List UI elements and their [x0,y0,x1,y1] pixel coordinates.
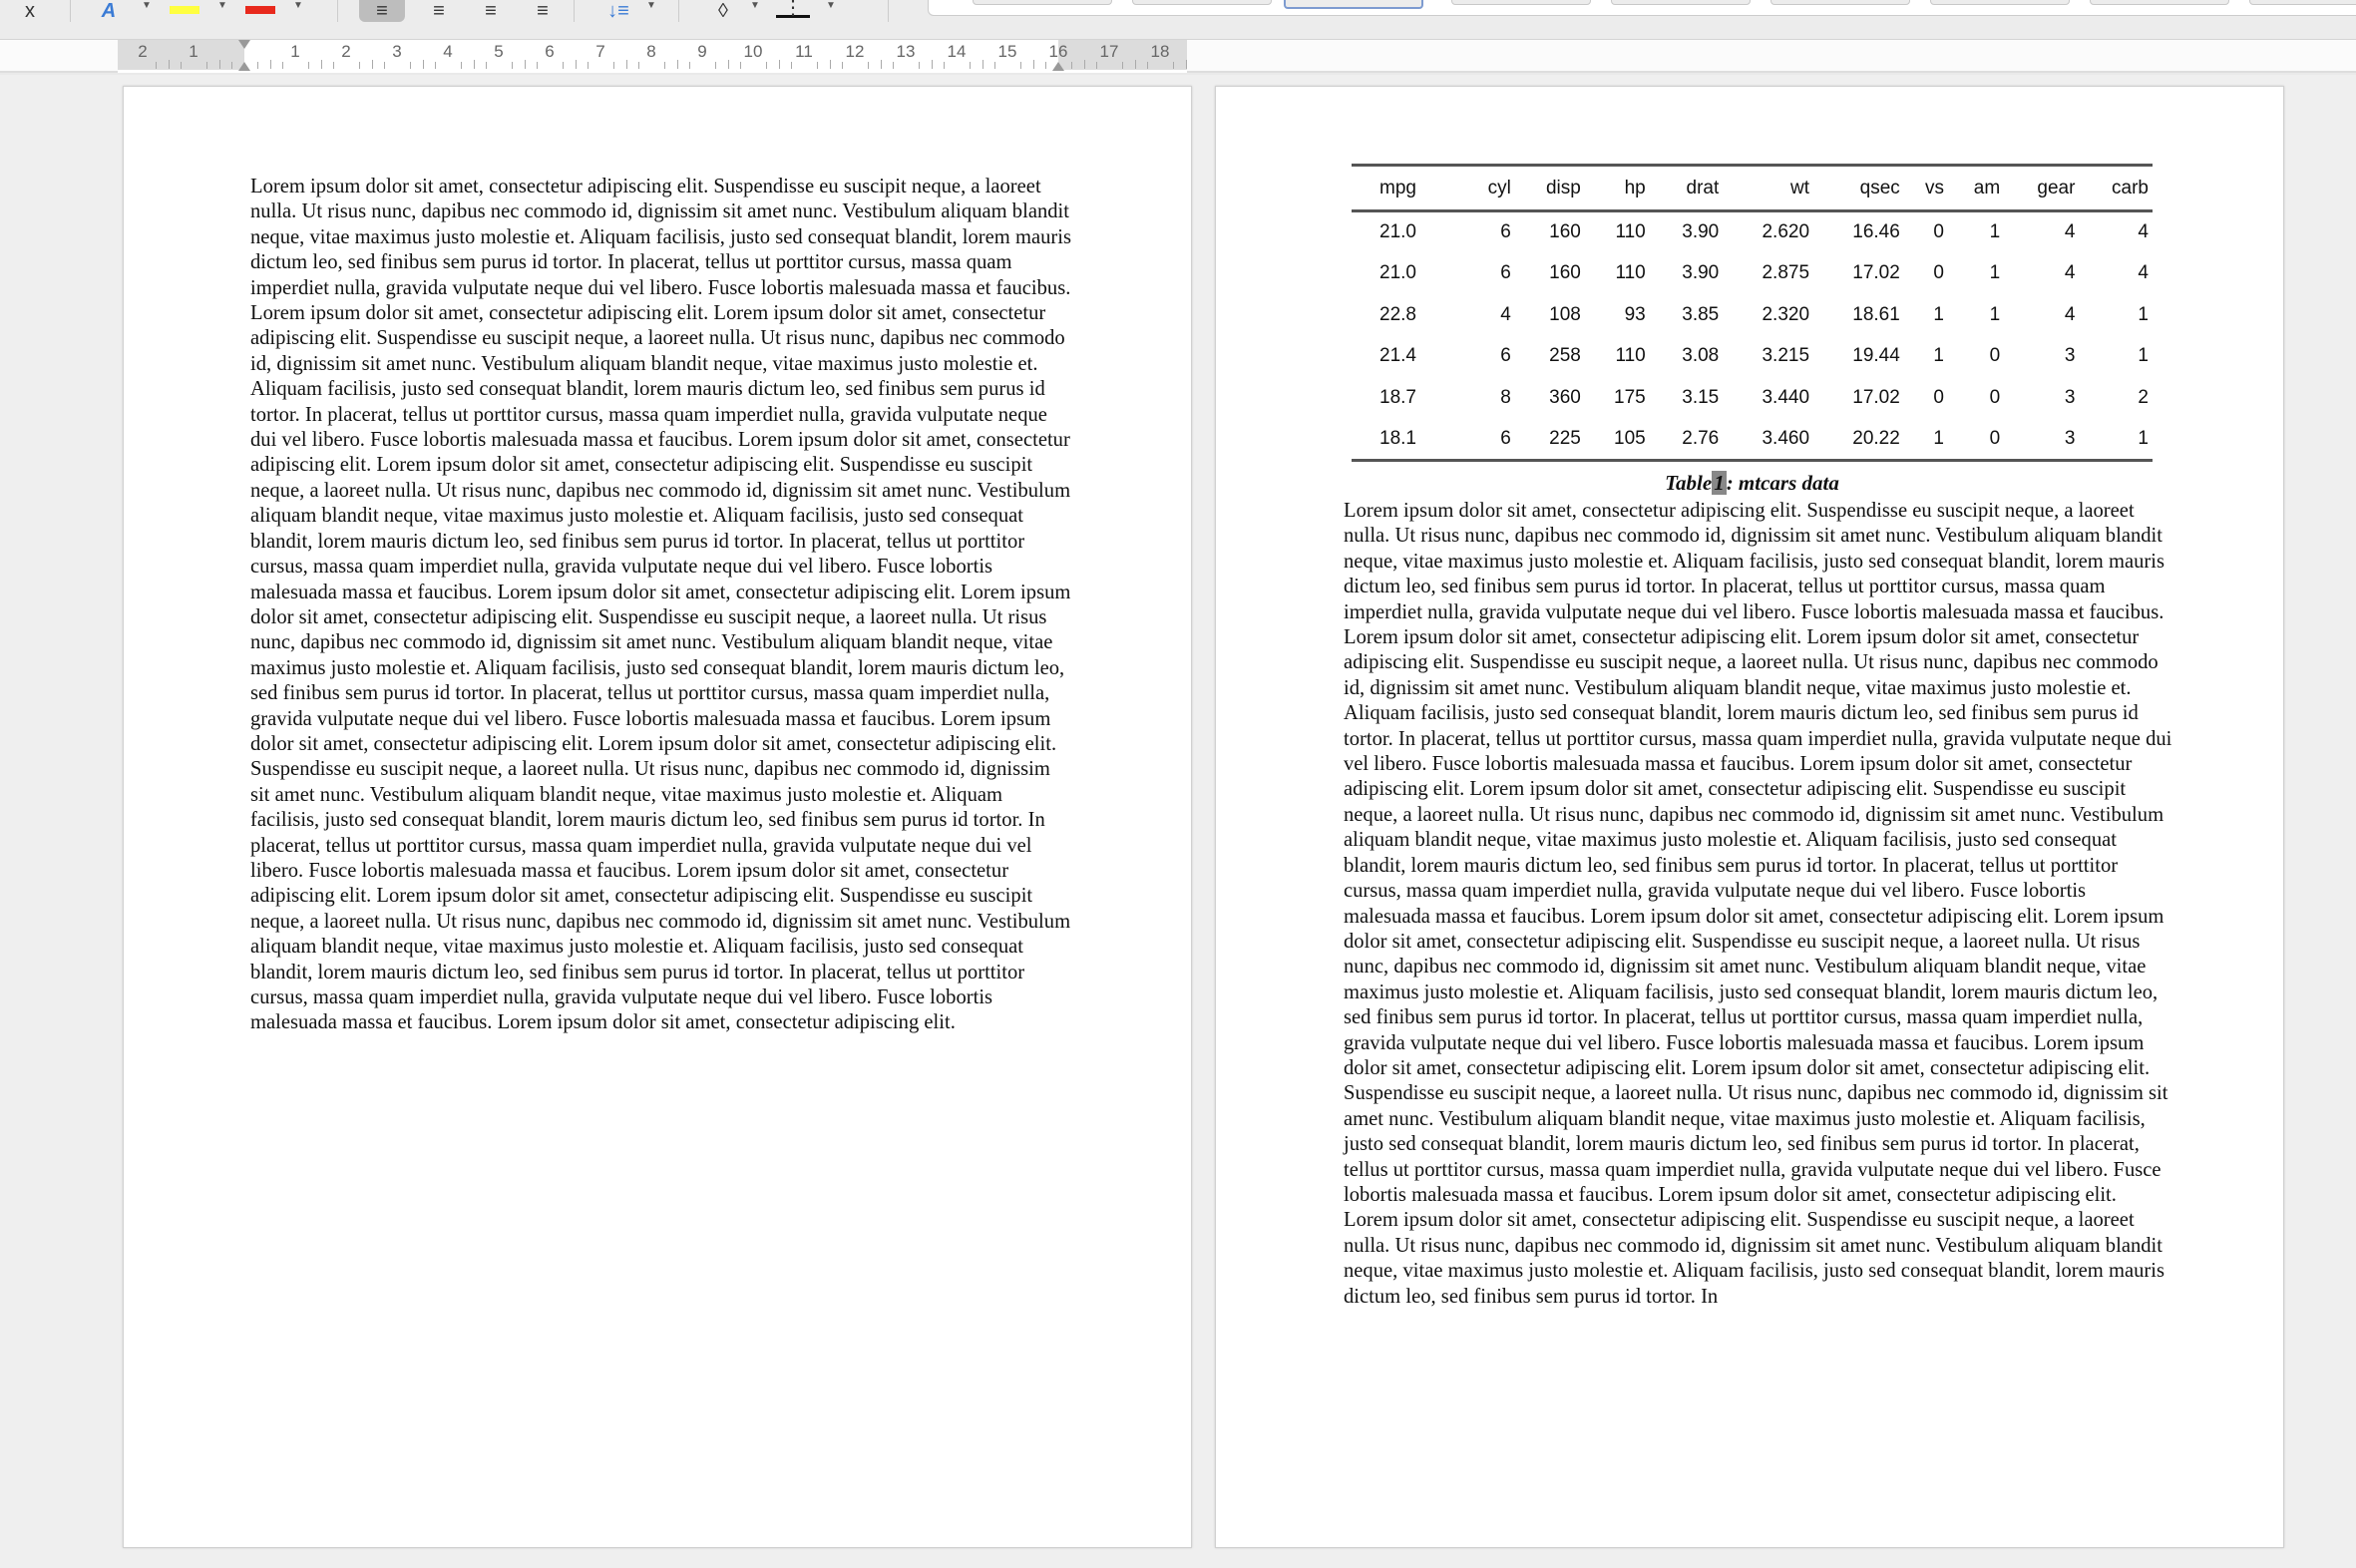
ruler-tick [1084,60,1085,69]
ruler-tick [970,62,971,69]
ruler-tick [486,62,487,69]
table-cell: 108 [1549,303,1581,325]
ruler-tick [932,60,933,69]
ruler-tick [512,62,513,69]
table-cell: 0 [1933,221,1944,243]
ruler-number: 3 [392,42,402,61]
ruler-tick [1135,60,1136,69]
ruler-tick [372,60,373,69]
table-cell: 3.440 [1762,387,1810,409]
column-header-wt: wt [1790,177,1810,198]
column-header-gear: gear [2037,177,2076,198]
style-preset[interactable] [973,0,1112,5]
table-cell: 3 [2064,387,2076,409]
ruler-tick [282,62,283,69]
highlight-color-icon[interactable] [168,0,199,22]
table-cell: 4 [2064,303,2076,325]
ruler-tick [384,62,385,69]
table-cell: 1 [1933,428,1944,450]
table-cell: 18.7 [1379,387,1416,409]
ruler-tick [1122,62,1123,69]
table-cell: 4 [2138,262,2149,284]
ruler-tick [842,62,843,69]
table-cell: 21.0 [1379,262,1416,284]
clear-formatting-icon[interactable]: x [25,0,35,22]
right-indent-marker[interactable] [1052,62,1064,71]
table-cell: 3.85 [1682,303,1720,325]
ruler-tick [576,60,577,69]
first-line-indent-marker[interactable] [238,40,250,49]
ruler-tick [868,62,869,69]
toolbar-separator [678,0,679,22]
table-cell: 105 [1614,428,1646,450]
dropdown-arrow-icon[interactable]: ▼ [826,0,836,11]
table-cell: 2.620 [1762,221,1810,243]
table-cell: 18.61 [1852,303,1900,325]
column-header-drat: drat [1686,177,1720,198]
table-cell: 3.90 [1682,221,1720,243]
ruler-number: 4 [443,42,453,61]
horizontal-ruler[interactable] [118,40,1187,73]
table-cell: 2.76 [1682,428,1720,450]
table-cell: 21.4 [1379,345,1416,367]
table-cell: 1 [1933,345,1944,367]
ruler-number: 11 [795,42,813,61]
table-cell: 3.08 [1682,345,1720,367]
ruler-number: 2 [138,42,148,61]
table-cell: 6 [1500,221,1511,243]
table-cell: 2 [2138,387,2149,409]
left-indent-marker[interactable] [238,62,250,71]
ruler-tick [270,60,271,69]
ruler-tick [435,62,436,69]
ruler-bar [0,40,2356,73]
table-row [1352,252,2153,294]
ruler-tick [638,62,639,69]
document-page-1 [123,86,1192,1548]
table-cell: 225 [1549,428,1581,450]
ruler-tick [817,62,818,69]
table-cell: 3.215 [1762,345,1810,367]
ruler-tick [830,60,831,69]
ruler-tick [321,60,322,69]
ruler-tick [626,60,627,69]
table-cell: 1 [1933,303,1944,325]
paragraph-background-icon[interactable]: ◊ [718,0,728,22]
ruler-tick [1096,62,1097,69]
dropdown-arrow-icon[interactable]: ▼ [142,0,152,11]
column-header-carb: carb [2112,177,2149,198]
ruler-tick [613,62,614,69]
table-cell: 1 [1989,221,2001,243]
ruler-tick [994,62,995,69]
ruler-tick [779,60,780,69]
table-cell: 6 [1500,345,1511,367]
borders-icon[interactable]: ⋮ [776,0,810,18]
ruler-number: 15 [997,42,1017,61]
table-cell: 1 [1989,262,2001,284]
caption-suffix: : mtcars data [1726,471,1839,495]
table-cell: 160 [1549,221,1581,243]
ruler-tick [588,62,589,69]
style-preset[interactable] [1770,0,1910,5]
style-preset[interactable] [2249,0,2356,5]
table-cell: 3 [2064,345,2076,367]
style-preset[interactable] [1611,0,1751,5]
table-row [1352,377,2153,419]
ruler-tick [1020,62,1021,69]
ruler-number: 16 [1048,42,1068,61]
column-header-mpg: mpg [1379,177,1416,198]
table-cell: 18.1 [1379,428,1416,450]
column-header-qsec: qsec [1859,177,1900,198]
ruler-tick [525,60,526,69]
table-cell: 17.02 [1852,262,1900,284]
ruler-number: 18 [1150,42,1170,61]
ruler-tick [766,62,767,69]
ruler-tick [423,60,424,69]
ruler-number: 8 [646,42,656,61]
ruler-number: 14 [947,42,967,61]
table-cell: 17.02 [1852,387,1900,409]
column-header-hp: hp [1624,177,1646,198]
table-cell: 1 [1989,303,2001,325]
table-cell: 2.875 [1762,262,1810,284]
ruler-tick [333,62,334,69]
ruler-number: 6 [545,42,555,61]
ruler-number: 5 [494,42,504,61]
ruler-tick [1186,60,1187,69]
ruler-tick [664,62,665,69]
style-preset[interactable] [1930,0,2070,5]
table-cell: 20.22 [1852,428,1900,450]
dropdown-arrow-icon[interactable]: ▼ [646,0,656,11]
table-cell: 110 [1615,262,1646,284]
ruler-number: 7 [595,42,605,61]
font-effects-icon[interactable]: A [101,0,117,22]
table-cell: 3 [2064,428,2076,450]
ruler-number: 12 [845,42,865,61]
table-caption[interactable] [1352,470,2153,496]
ruler-tick [1045,62,1046,69]
table-row [1352,419,2153,461]
align-center-button[interactable]: ≡ [433,0,445,22]
table-header-row [1352,166,2153,211]
toolbar-separator [337,0,338,22]
ruler-tick [181,62,182,69]
table-cell: 258 [1549,345,1581,367]
table-cell: 4 [2064,262,2076,284]
ruler-tick [474,60,475,69]
mtcars-table [1352,164,2153,462]
table-cell: 0 [1989,387,2001,409]
table-cell: 19.44 [1852,345,1900,367]
dropdown-arrow-icon[interactable]: ▼ [293,0,303,11]
caption-number-field[interactable]: 1 [1714,471,1725,495]
ruler-tick [257,62,258,69]
ruler-tick [982,60,983,69]
ruler-tick [461,62,462,69]
ruler-tick [740,62,741,69]
toolbar-separator [574,0,575,22]
table-cell: 4 [2064,221,2076,243]
ruler-tick [677,60,678,69]
table-cell: 0 [1989,428,2001,450]
align-right-button[interactable]: ≡ [485,0,497,22]
ruler-tick [944,62,945,69]
document-viewport [0,75,2356,1568]
font-color-icon[interactable] [243,0,275,22]
dropdown-arrow-icon[interactable]: ▼ [217,0,227,11]
column-header-am: am [1973,177,2001,198]
style-preset[interactable] [1132,0,1272,5]
ruler-tick [231,62,232,69]
table-cell: 16.46 [1852,221,1900,243]
table-cell: 3.460 [1762,428,1810,450]
table-row [1352,294,2153,336]
table-cell: 110 [1615,345,1646,367]
ruler-number: 13 [896,42,916,61]
caption-prefix: Table [1665,471,1713,495]
style-preset-selected[interactable] [1284,0,1423,9]
ruler-number: 1 [189,42,198,61]
column-header-disp: disp [1545,177,1581,198]
table-cell: 4 [1500,303,1511,325]
table-cell: 160 [1549,262,1581,284]
table-cell: 6 [1500,262,1511,284]
styles-gallery [928,0,2356,16]
table-cell: 0 [1933,262,1944,284]
ruler-tick [1147,62,1148,69]
ruler-tick [919,62,920,69]
table-cell: 8 [1500,387,1511,409]
column-header-vs: vs [1924,177,1944,198]
body-paragraph[interactable]: Lorem ipsum dolor sit amet, consectetur adipiscing elit. Suspendisse eu suscipit neque, a laoreet nulla. Ut risus nunc, dapibus nec commodo id, dignissim sit amet nunc. Vestibulum aliquam blandit neque, vitae maximus justo molestie et. Aliquam facilisis, justo sed consequat blandit, lorem mauris dictum leo, sed finibus sem purus id tortor. In placerat, tellus ut porttitor cursus, massa quam imperdiet nulla, gravida vulputate neque dui vel libero. Fusce lobortis malesuada massa et faucibus. Lorem ipsum dolor sit amet, consectetur adipiscing elit. Lorem ipsum dolor sit amet, consectetur adipiscing elit. Suspendisse eu suscipit neque, a laoreet nulla. Ut risus nunc, dapibus nec commodo id, dignissim sit amet nunc. Vestibulum aliquam blandit neque, vitae maximus justo molestie et. Aliquam facilisis, justo sed consequat blandit, lorem mauris dictum leo, sed finibus sem purus id tortor. In placerat, tellus ut porttitor cursus, massa quam imperdiet nulla, gravida vulputate neque dui vel libero. Fusce lobortis malesuada massa et faucibus. Lorem ipsum dolor sit amet, consectetur adipiscing elit. Lorem ipsum dolor sit amet, consectetur adipiscing elit. Suspendisse eu suscipit neque, a laoreet nulla. Ut risus nunc, dapibus nec commodo id, dignissim sit amet nunc. Vestibulum aliquam blandit neque, vitae maximus justo molestie et. Aliquam facilisis, justo sed consequat blandit, lorem mauris dictum leo, sed finibus sem purus id tortor. In placerat, tellus ut porttitor cursus, massa quam imperdiet nulla, gravida vulputate neque dui vel libero. Fusce lobortis malesuada massa et faucibus. Lorem ipsum dolor sit amet, consectetur adipiscing elit. Lorem ipsum dolor sit amet, consectetur adipiscing elit. Suspendisse eu suscipit neque, a laoreet nulla. Ut risus nunc, dapibus nec commodo id, dignissim sit amet nunc. Vestibulum aliquam blandit neque, vitae maximus justo molestie et. Aliquam facilisis, justo sed consequat blandit, lorem mauris dictum leo, sed finibus sem purus id tortor. In placerat, tellus ut porttitor cursus, massa quam imperdiet nulla, gravida vulputate neque dui vel libero. Fusce lobortis malesuada massa et faucibus. Lorem ipsum dolor sit amet, consectetur adipiscing elit. Lorem ipsum dolor sit amet, consectetur adipiscing elit. Suspendisse eu suscipit neque, a laoreet nulla. Ut risus nunc, dapibus nec commodo id, dignissim sit amet nunc. Vestibulum aliquam blandit neque, vitae maximus justo molestie et. Aliquam facilisis, justo sed consequat blandit, lorem mauris dictum leo, sed finibus sem purus id tortor. In placerat, tellus ut porttitor cursus, massa quam imperdiet nulla, gravida vulputate neque dui vel libero. Fusce lobortis malesuada massa et faucibus. Lorem ipsum dolor sit amet, consectetur adipiscing elit. Lorem ipsum dolor sit amet, consectetur adipiscing elit. Suspendisse eu suscipit neque, a laoreet nulla. Ut risus nunc, dapibus nec commodo id, dignissim sit amet nunc. Vestibulum aliquam blandit neque, vitae maximus justo molestie et. Aliquam facilisis, justo sed consequat blandit, lorem mauris dictum leo, sed finibus sem purus id tortor. In placerat, tellus ut porttitor cursus, massa quam imperdiet nulla, gravida vulputate neque dui vel libero. Fusce lobortis malesuada massa et faucibus. Lorem ipsum dolor sit amet, consectetur adipiscing elit. [250,176,1072,1034]
ruler-number: 1 [290,42,300,61]
ruler-tick [689,62,690,69]
table-cell: 93 [1624,303,1646,325]
document-page-2 [1215,86,2284,1548]
ruler-tick [206,62,207,69]
ruler-tick [715,62,716,69]
table-cell: 21.0 [1379,221,1416,243]
table-cell: 4 [2138,221,2149,243]
table-cell: 1 [2138,428,2149,450]
table-row [1352,211,2153,253]
table-cell: 0 [1933,387,1944,409]
ruler-tick [563,62,564,69]
ruler-tick [1071,62,1072,69]
table-cell: 0 [1989,345,2001,367]
table-cell: 360 [1549,387,1581,409]
table-cell: 175 [1614,387,1646,409]
table-cell: 1 [2138,303,2149,325]
table-cell: 3.90 [1682,262,1720,284]
toolbar-separator [888,0,889,22]
align-left-button[interactable]: ≡ [359,0,405,22]
ruler-tick [537,62,538,69]
toolbar-separator [70,0,71,22]
ruler-tick [728,60,729,69]
ruler-tick [359,62,360,69]
ruler-number: 17 [1099,42,1119,61]
table-cell: 2.320 [1762,303,1810,325]
ruler-tick [791,62,792,69]
table-cell: 110 [1615,221,1646,243]
ruler-tick [410,62,411,69]
dropdown-arrow-icon[interactable]: ▼ [750,0,760,11]
ruler-number: 9 [697,42,707,61]
table-row [1352,336,2153,378]
ruler-tick [1173,62,1174,69]
table-cell: 22.8 [1379,303,1416,325]
line-spacing-icon[interactable]: ↓≡ [607,0,629,22]
ruler-number: 2 [341,42,351,61]
ruler-tick [156,62,157,69]
ruler-tick [881,60,882,69]
formatting-toolbar [0,0,2356,40]
column-header-cyl: cyl [1487,177,1511,198]
ruler-tick [219,60,220,69]
ruler-tick [893,62,894,69]
style-preset[interactable] [1451,0,1591,5]
table-cell: 3.15 [1682,387,1720,409]
style-preset[interactable] [2090,0,2229,5]
ruler-tick [308,62,309,69]
table-cell: 6 [1500,428,1511,450]
ruler-number: 10 [743,42,763,61]
table-cell: 1 [2138,345,2149,367]
body-paragraph[interactable]: Lorem ipsum dolor sit amet, consectetur adipiscing elit. Suspendisse eu suscipit neque, a laoreet nulla. Ut risus nunc, dapibus nec commodo id, dignissim sit amet nunc. Vestibulum aliquam blandit neque, vitae maximus justo molestie et. Aliquam facilisis, justo sed consequat blandit, lorem mauris dictum leo, sed finibus sem purus id tortor. In placerat, tellus ut porttitor cursus, massa quam imperdiet nulla, gravida vulputate neque dui vel libero. Fusce lobortis malesuada massa et faucibus. Lorem ipsum dolor sit amet, consectetur adipiscing elit. Lorem ipsum dolor sit amet, consectetur adipiscing elit. Suspendisse eu suscipit neque, a laoreet nulla. Ut risus nunc, dapibus nec commodo id, dignissim sit amet nunc. Vestibulum aliquam blandit neque, vitae maximus justo molestie et. Aliquam facilisis, justo sed consequat blandit, lorem mauris dictum leo, sed finibus sem purus id tortor. In placerat, tellus ut porttitor cursus, massa quam imperdiet nulla, gravida vulputate neque dui vel libero. Fusce lobortis malesuada massa et faucibus. Lorem ipsum dolor sit amet, consectetur adipiscing elit. Lorem ipsum dolor sit amet, consectetur adipiscing elit. Suspendisse eu suscipit neque, a laoreet nulla. Ut risus nunc, dapibus nec commodo id, dignissim sit amet nunc. Vestibulum aliquam blandit neque, vitae maximus justo molestie et. Aliquam facilisis, justo sed consequat blandit, lorem mauris dictum leo, sed finibus sem purus id tortor. In placerat, tellus ut porttitor cursus, massa quam imperdiet nulla, gravida vulputate neque dui vel libero. Fusce lobortis malesuada massa et faucibus. Lorem ipsum dolor sit amet, consectetur adipiscing elit. Lorem ipsum dolor sit amet, consectetur adipiscing elit. Suspendisse eu suscipit neque, a laoreet nulla. Ut risus nunc, dapibus nec commodo id, dignissim sit amet nunc. Vestibulum aliquam blandit neque, vitae maximus justo molestie et. Aliquam facilisis, justo sed consequat blandit, lorem mauris dictum leo, sed finibus sem purus id tortor. In placerat, tellus ut porttitor cursus, massa quam imperdiet nulla, gravida vulputate neque dui vel libero. Fusce lobortis malesuada massa et faucibus. Lorem ipsum dolor sit amet, consectetur adipiscing elit. Lorem ipsum dolor sit amet, consectetur adipiscing elit. Suspendisse eu suscipit neque, a laoreet nulla. Ut risus nunc, dapibus nec commodo id, dignissim sit amet nunc. Vestibulum aliquam blandit neque, vitae maximus justo molestie et. Aliquam facilisis, justo sed consequat blandit, lorem mauris dictum leo, sed finibus sem purus id tortor. In placerat, tellus ut porttitor cursus, massa quam imperdiet nulla, gravida vulputate neque dui vel libero. Fusce lobortis malesuada massa et faucibus. Lorem ipsum dolor sit amet, consectetur adipiscing elit. Lorem ipsum dolor sit amet, consectetur adipiscing elit. Suspendisse eu suscipit neque, a laoreet nulla. Ut risus nunc, dapibus nec commodo id, dignissim sit amet nunc. Vestibulum aliquam blandit neque, vitae maximus justo molestie et. Aliquam facilisis, justo sed consequat blandit, lorem mauris dictum leo, sed finibus sem purus id tortor. In [1344,500,2172,1308]
justify-button[interactable]: ≡ [537,0,549,22]
ruler-tick [1033,60,1034,69]
ruler-tick [169,60,170,69]
